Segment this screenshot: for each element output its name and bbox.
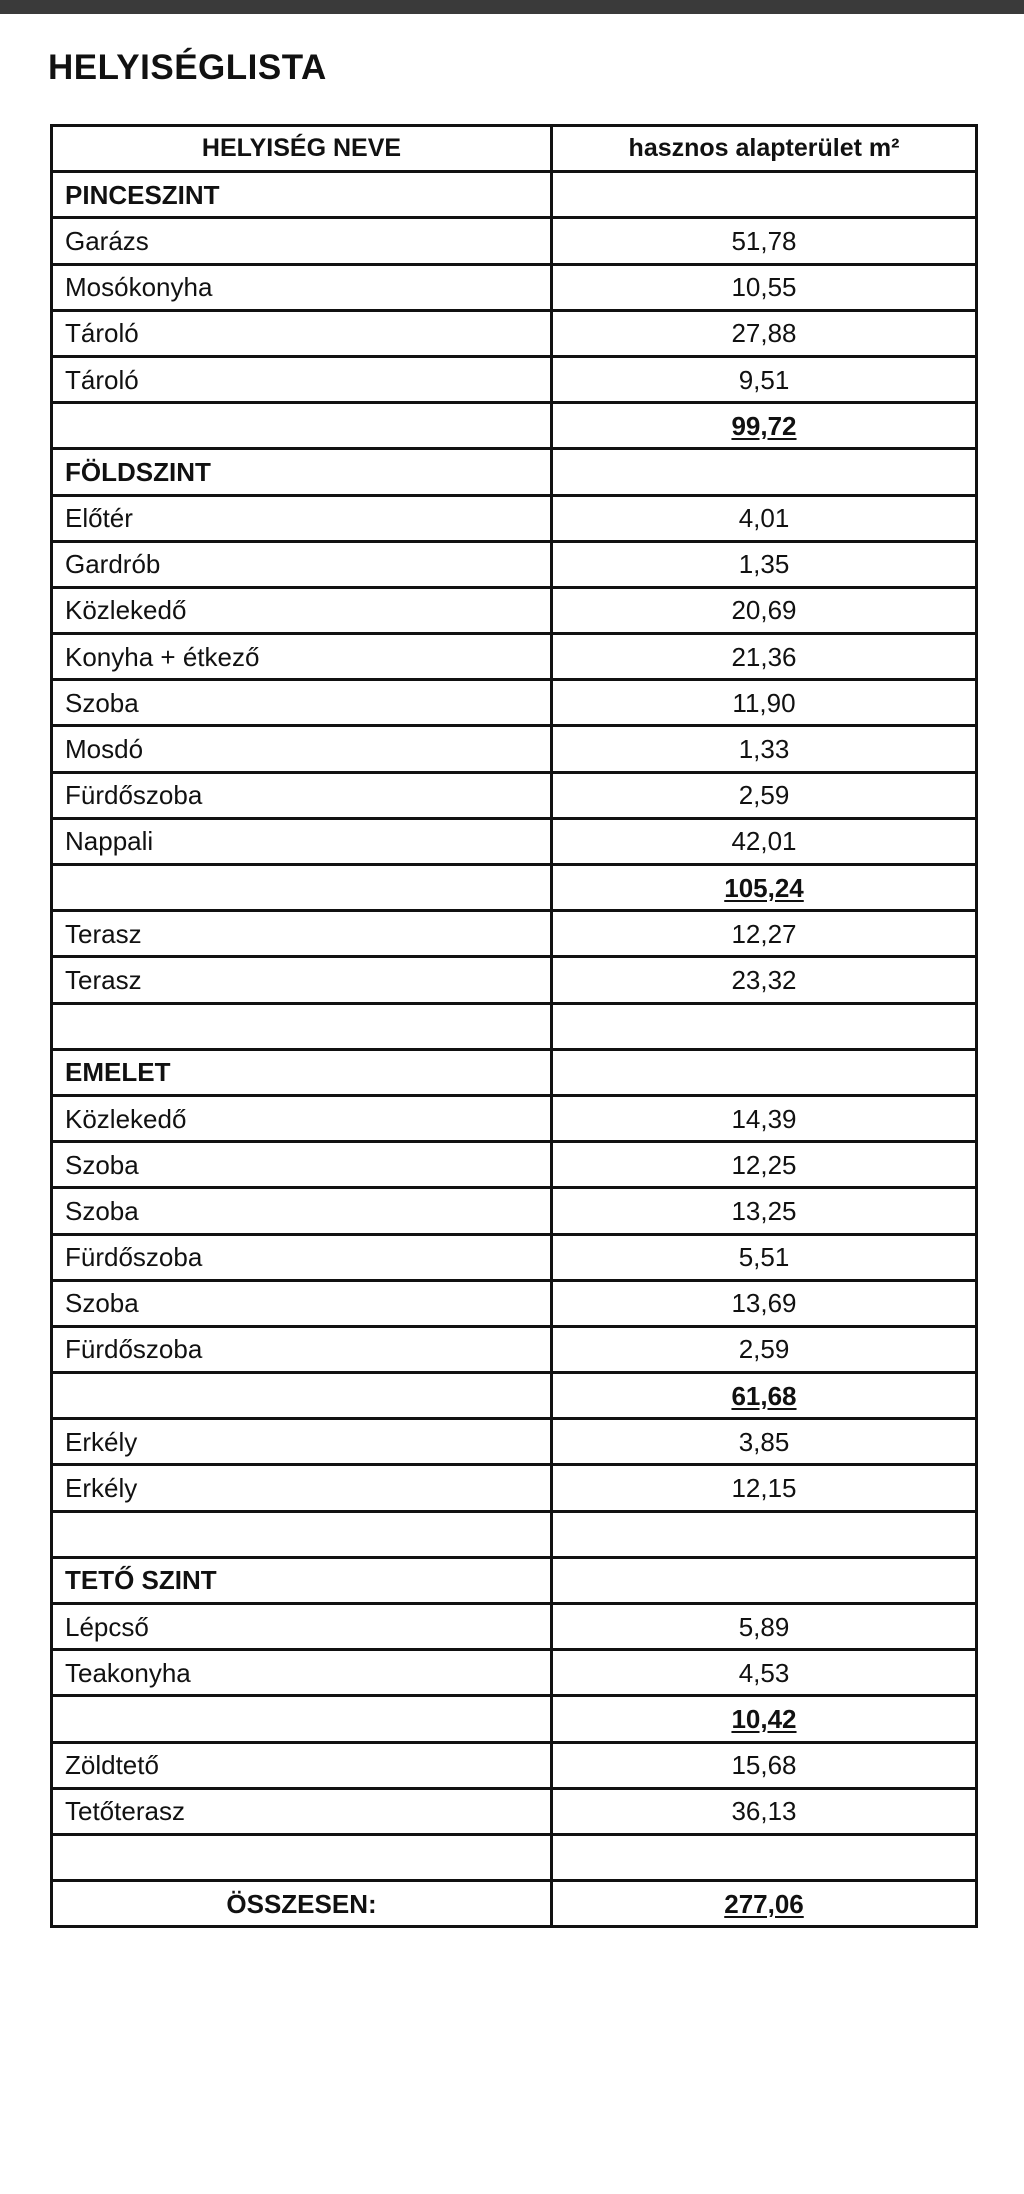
table-row — [52, 772, 977, 818]
room-name-cell — [52, 1834, 552, 1880]
room-name-cell: FÖLDSZINT — [52, 449, 552, 495]
table-row — [52, 310, 977, 356]
section-header-row — [52, 172, 977, 218]
area-value-cell — [552, 1049, 977, 1095]
room-name-cell: Közlekedő — [52, 1095, 552, 1141]
table-header-row — [52, 126, 977, 172]
area-value-cell: 21,36 — [552, 634, 977, 680]
table-row — [52, 818, 977, 864]
area-value-cell: 1,33 — [552, 726, 977, 772]
table-row — [52, 634, 977, 680]
table-row — [52, 680, 977, 726]
table-row — [52, 1788, 977, 1834]
area-value-cell: 42,01 — [552, 818, 977, 864]
room-name-cell — [52, 1373, 552, 1419]
room-name-cell: Lépcső — [52, 1604, 552, 1650]
room-name-cell: Erkély — [52, 1419, 552, 1465]
table-row — [52, 1742, 977, 1788]
table-row — [52, 911, 977, 957]
room-name-cell: Tároló — [52, 310, 552, 356]
area-value-cell: 5,89 — [552, 1604, 977, 1650]
subtotal-area-value: 105,24 — [724, 872, 804, 903]
subtotal-area-value: 99,72 — [731, 410, 797, 441]
area-value-cell: 3,85 — [552, 1419, 977, 1465]
table-row — [52, 356, 977, 402]
room-name-cell: Előtér — [52, 495, 552, 541]
area-value-cell — [552, 1373, 977, 1419]
area-value-cell: 12,27 — [552, 911, 977, 957]
room-name-cell: Zöldtető — [52, 1742, 552, 1788]
room-name-cell: EMELET — [52, 1049, 552, 1095]
area-value-cell: 51,78 — [552, 218, 977, 264]
table-row — [52, 1650, 977, 1696]
table-row — [52, 495, 977, 541]
subtotal-row — [52, 1696, 977, 1742]
room-name-cell: Szoba — [52, 1280, 552, 1326]
section-header-row — [52, 1557, 977, 1603]
room-name-cell: TETŐ SZINT — [52, 1557, 552, 1603]
table-row — [52, 1326, 977, 1372]
section-header-row — [52, 449, 977, 495]
table-row — [52, 1604, 977, 1650]
table-row — [52, 1188, 977, 1234]
table-row — [52, 1142, 977, 1188]
room-name-cell: Fürdőszoba — [52, 772, 552, 818]
room-name-cell: Terasz — [52, 911, 552, 957]
room-name-cell: Mosdó — [52, 726, 552, 772]
area-value-cell — [552, 1003, 977, 1049]
subtotal-row — [52, 1373, 977, 1419]
area-value-cell — [552, 1557, 977, 1603]
area-value-cell: 36,13 — [552, 1788, 977, 1834]
subtotal-area-value: 10,42 — [731, 1703, 797, 1734]
room-name-cell: Fürdőszoba — [52, 1234, 552, 1280]
area-value-cell: 14,39 — [552, 1095, 977, 1141]
area-value-cell: 11,90 — [552, 680, 977, 726]
room-name-cell: ÖSSZESEN: — [52, 1881, 552, 1927]
total-row — [52, 1881, 977, 1927]
room-name-cell: Nappali — [52, 818, 552, 864]
area-value-cell: 2,59 — [552, 772, 977, 818]
room-name-cell: PINCESZINT — [52, 172, 552, 218]
area-value-cell: 4,01 — [552, 495, 977, 541]
area-value-cell: 23,32 — [552, 957, 977, 1003]
area-value-cell — [552, 1881, 977, 1927]
room-name-cell: Erkély — [52, 1465, 552, 1511]
room-name-cell: Tetőterasz — [52, 1788, 552, 1834]
subtotal-row — [52, 403, 977, 449]
room-name-cell: Fürdőszoba — [52, 1326, 552, 1372]
area-value-cell — [552, 1696, 977, 1742]
room-list-table — [50, 124, 978, 1928]
table-row — [52, 587, 977, 633]
room-name-cell — [52, 1003, 552, 1049]
area-value-cell: 4,53 — [552, 1650, 977, 1696]
table-row — [52, 957, 977, 1003]
room-name-cell: Szoba — [52, 1142, 552, 1188]
area-value-cell: 15,68 — [552, 1742, 977, 1788]
room-name-cell: Szoba — [52, 1188, 552, 1234]
room-name-cell: Szoba — [52, 680, 552, 726]
room-name-cell — [52, 865, 552, 911]
room-name-cell: Terasz — [52, 957, 552, 1003]
area-value-cell: 12,25 — [552, 1142, 977, 1188]
room-name-cell — [52, 403, 552, 449]
area-value-cell — [552, 1834, 977, 1880]
table-body — [52, 172, 977, 1927]
blank-row — [52, 1003, 977, 1049]
area-value-cell — [552, 172, 977, 218]
area-value-cell — [552, 865, 977, 911]
header-room-name: HELYISÉG NEVE — [52, 126, 552, 172]
area-value-cell: 12,15 — [552, 1465, 977, 1511]
area-value-cell — [552, 449, 977, 495]
room-name-cell: Gardrób — [52, 541, 552, 587]
blank-row — [52, 1834, 977, 1880]
subtotal-area-value: 61,68 — [731, 1380, 797, 1411]
table-row — [52, 1234, 977, 1280]
area-value-cell: 1,35 — [552, 541, 977, 587]
area-value-cell: 27,88 — [552, 310, 977, 356]
area-value-cell: 9,51 — [552, 356, 977, 402]
area-value-cell: 10,55 — [552, 264, 977, 310]
room-name-cell — [52, 1696, 552, 1742]
table-row — [52, 1280, 977, 1326]
room-name-cell: Garázs — [52, 218, 552, 264]
area-value-cell — [552, 403, 977, 449]
room-name-cell: Konyha + étkező — [52, 634, 552, 680]
area-value-cell — [552, 1511, 977, 1557]
subtotal-row — [52, 865, 977, 911]
area-value-cell: 13,25 — [552, 1188, 977, 1234]
room-name-cell: Mosókonyha — [52, 264, 552, 310]
area-value-cell: 20,69 — [552, 587, 977, 633]
room-name-cell — [52, 1511, 552, 1557]
area-value-cell: 5,51 — [552, 1234, 977, 1280]
header-usable-area: hasznos alapterület m² — [552, 126, 977, 172]
area-value-cell: 2,59 — [552, 1326, 977, 1372]
top-bar — [0, 0, 1024, 14]
table-row — [52, 1419, 977, 1465]
table-row — [52, 1465, 977, 1511]
blank-row — [52, 1511, 977, 1557]
room-name-cell: Közlekedő — [52, 587, 552, 633]
document-title: HELYISÉGLISTA — [48, 48, 327, 87]
table-row — [52, 726, 977, 772]
room-name-cell: Tároló — [52, 356, 552, 402]
room-name-cell: Teakonyha — [52, 1650, 552, 1696]
table-row — [52, 1095, 977, 1141]
total-area-value: 277,06 — [724, 1888, 804, 1919]
section-header-row — [52, 1049, 977, 1095]
table-row — [52, 218, 977, 264]
area-value-cell: 13,69 — [552, 1280, 977, 1326]
table-row — [52, 541, 977, 587]
table-row — [52, 264, 977, 310]
